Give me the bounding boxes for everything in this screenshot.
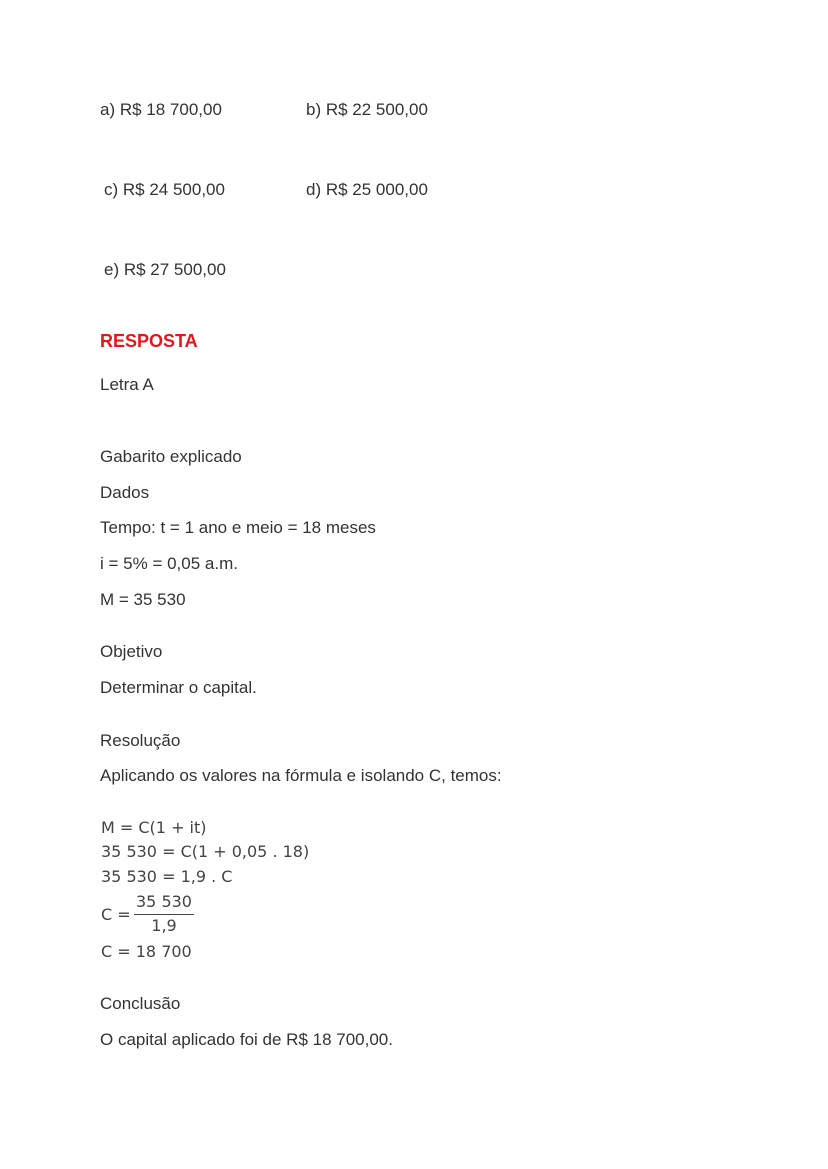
fraction-prefix: C =: [101, 905, 131, 924]
explanation-title: Gabarito explicado: [100, 447, 242, 466]
fraction: [134, 892, 194, 936]
formula-line-2: 35 530 = C(1 + 0,05 . 18): [101, 842, 310, 861]
rate-line: i = 5% = 0,05 a.m.: [100, 554, 238, 573]
data-heading: Dados: [100, 483, 150, 502]
formula-line-3: 35 530 = 1,9 . C: [101, 867, 233, 886]
conclusion-text: O capital aplicado foi de R$ 18 700,00.: [100, 1030, 393, 1049]
objective-text: Determinar o capital.: [100, 678, 257, 697]
option-e: e) R$ 27 500,00: [104, 260, 226, 279]
resolution-text: Aplicando os valores na fórmula e isolando C, temos:: [100, 766, 502, 785]
option-d: d) R$ 25 000,00: [306, 180, 428, 199]
answer-letter: Letra A: [100, 375, 154, 394]
conclusion-heading: Conclusão: [100, 994, 181, 1013]
resolution-heading: Resolução: [100, 731, 181, 750]
formula-line-1: M = C(1 + it): [101, 818, 207, 837]
option-a: a) R$ 18 700,00: [100, 100, 222, 119]
fraction-numerator: 35 530: [134, 892, 194, 915]
answer-heading: RESPOSTA: [100, 331, 198, 351]
amount-line: M = 35 530: [100, 590, 186, 609]
time-line: Tempo: t = 1 ano e meio = 18 meses: [100, 518, 376, 537]
formula-line-5: C = 18 700: [101, 942, 192, 961]
fraction-denominator: 1,9: [151, 916, 177, 935]
option-b: b) R$ 22 500,00: [306, 100, 428, 119]
option-c: c) R$ 24 500,00: [104, 180, 225, 199]
objective-heading: Objetivo: [100, 642, 163, 661]
